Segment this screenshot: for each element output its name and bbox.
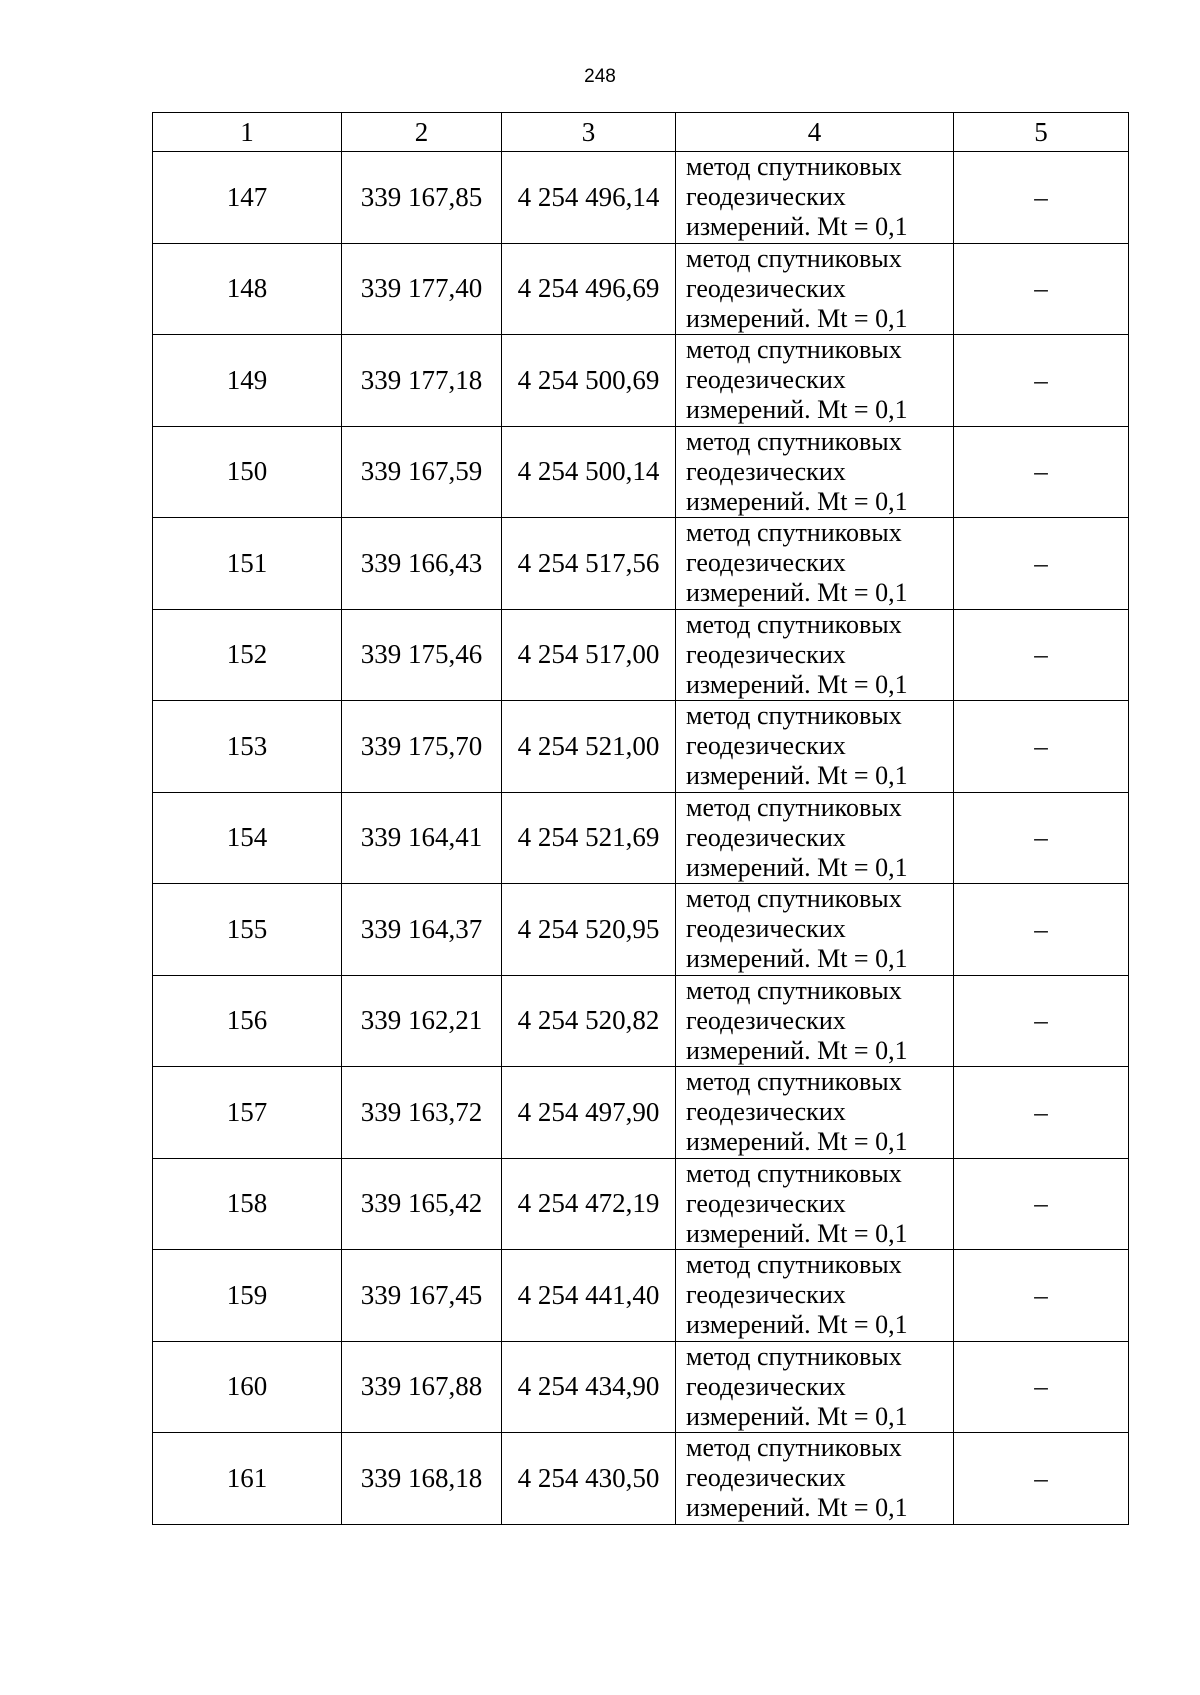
method-line: измерений. Mt = 0,1 <box>686 486 908 516</box>
column-header: 2 <box>342 113 502 152</box>
method-line: измерений. Mt = 0,1 <box>686 395 908 425</box>
point-number-cell: 150 <box>153 426 342 518</box>
y-coordinate-cell: 4 254 430,50 <box>502 1433 676 1525</box>
point-number-cell: 153 <box>153 701 342 793</box>
x-coordinate-cell: 339 167,59 <box>342 426 502 518</box>
method-cell <box>676 609 954 701</box>
method-line: геодезических <box>686 1005 846 1035</box>
table-row <box>153 701 1129 793</box>
x-coordinate-cell: 339 167,45 <box>342 1250 502 1342</box>
point-number-cell: 148 <box>153 243 342 335</box>
method-line: измерений. Mt = 0,1 <box>686 1127 908 1157</box>
y-coordinate-cell: 4 254 520,82 <box>502 975 676 1067</box>
method-line: метод спутниковых <box>686 609 902 639</box>
method-line: геодезических <box>686 1188 846 1218</box>
x-coordinate-cell: 339 164,37 <box>342 884 502 976</box>
point-number-cell: 157 <box>153 1067 342 1159</box>
y-coordinate-cell: 4 254 517,56 <box>502 518 676 610</box>
method-cell <box>676 701 954 793</box>
method-line: измерений. Mt = 0,1 <box>686 1493 908 1523</box>
table-row <box>153 1341 1129 1433</box>
method-cell <box>676 1158 954 1250</box>
method-line: измерений. Mt = 0,1 <box>686 761 908 791</box>
point-number-cell: 151 <box>153 518 342 610</box>
method-line: метод спутниковых <box>686 518 902 548</box>
note-cell: – <box>954 1067 1129 1159</box>
note-cell: – <box>954 518 1129 610</box>
x-coordinate-cell: 339 167,85 <box>342 152 502 244</box>
method-line: геодезических <box>686 456 846 486</box>
method-line: измерений. Mt = 0,1 <box>686 1310 908 1340</box>
method-cell <box>676 243 954 335</box>
method-line: геодезических <box>686 914 846 944</box>
method-line: геодезических <box>686 365 846 395</box>
note-cell: – <box>954 609 1129 701</box>
method-line: геодезических <box>686 822 846 852</box>
y-coordinate-cell: 4 254 472,19 <box>502 1158 676 1250</box>
note-cell: – <box>954 426 1129 518</box>
column-header: 4 <box>676 113 954 152</box>
point-number-cell: 158 <box>153 1158 342 1250</box>
note-cell: – <box>954 792 1129 884</box>
x-coordinate-cell: 339 167,88 <box>342 1341 502 1433</box>
note-cell: – <box>954 335 1129 427</box>
method-cell <box>676 426 954 518</box>
note-cell: – <box>954 884 1129 976</box>
table-header-row <box>153 113 1129 152</box>
method-line: измерений. Mt = 0,1 <box>686 1401 908 1431</box>
method-cell <box>676 1250 954 1342</box>
method-cell <box>676 884 954 976</box>
y-coordinate-cell: 4 254 517,00 <box>502 609 676 701</box>
table-row <box>153 884 1129 976</box>
x-coordinate-cell: 339 166,43 <box>342 518 502 610</box>
note-cell: – <box>954 1250 1129 1342</box>
x-coordinate-cell: 339 164,41 <box>342 792 502 884</box>
method-line: метод спутниковых <box>686 975 902 1005</box>
point-number-cell: 161 <box>153 1433 342 1525</box>
method-line: геодезических <box>686 1463 846 1493</box>
method-cell <box>676 152 954 244</box>
x-coordinate-cell: 339 168,18 <box>342 1433 502 1525</box>
y-coordinate-cell: 4 254 496,69 <box>502 243 676 335</box>
method-cell <box>676 518 954 610</box>
point-number-cell: 155 <box>153 884 342 976</box>
method-line: метод спутниковых <box>686 792 902 822</box>
point-number-cell: 160 <box>153 1341 342 1433</box>
method-line: геодезических <box>686 639 846 669</box>
table-body <box>153 152 1129 1525</box>
y-coordinate-cell: 4 254 521,00 <box>502 701 676 793</box>
point-number-cell: 147 <box>153 152 342 244</box>
method-cell <box>676 975 954 1067</box>
method-line: измерений. Mt = 0,1 <box>686 1218 908 1248</box>
method-line: геодезических <box>686 182 846 212</box>
method-line: измерений. Mt = 0,1 <box>686 944 908 974</box>
note-cell: – <box>954 243 1129 335</box>
table-row <box>153 243 1129 335</box>
y-coordinate-cell: 4 254 497,90 <box>502 1067 676 1159</box>
method-line: измерений. Mt = 0,1 <box>686 303 908 333</box>
method-line: геодезических <box>686 548 846 578</box>
method-line: геодезических <box>686 1280 846 1310</box>
note-cell: – <box>954 975 1129 1067</box>
method-cell <box>676 792 954 884</box>
method-line: измерений. Mt = 0,1 <box>686 669 908 699</box>
method-line: метод спутниковых <box>686 243 902 273</box>
point-number-cell: 156 <box>153 975 342 1067</box>
note-cell: – <box>954 152 1129 244</box>
method-line: метод спутниковых <box>686 1433 902 1463</box>
method-line: геодезических <box>686 731 846 761</box>
x-coordinate-cell: 339 177,40 <box>342 243 502 335</box>
table-row <box>153 609 1129 701</box>
table-row <box>153 1250 1129 1342</box>
x-coordinate-cell: 339 175,70 <box>342 701 502 793</box>
table-row <box>153 152 1129 244</box>
method-line: метод спутниковых <box>686 335 902 365</box>
method-line: геодезических <box>686 1371 846 1401</box>
column-header: 5 <box>954 113 1129 152</box>
point-number-cell: 152 <box>153 609 342 701</box>
y-coordinate-cell: 4 254 496,14 <box>502 152 676 244</box>
method-line: метод спутниковых <box>686 884 902 914</box>
method-line: измерений. Mt = 0,1 <box>686 578 908 608</box>
method-cell <box>676 335 954 427</box>
column-header: 3 <box>502 113 676 152</box>
note-cell: – <box>954 1158 1129 1250</box>
y-coordinate-cell: 4 254 520,95 <box>502 884 676 976</box>
y-coordinate-cell: 4 254 500,14 <box>502 426 676 518</box>
table-row <box>153 975 1129 1067</box>
point-number-cell: 154 <box>153 792 342 884</box>
method-line: измерений. Mt = 0,1 <box>686 852 908 882</box>
y-coordinate-cell: 4 254 500,69 <box>502 335 676 427</box>
table-row <box>153 426 1129 518</box>
method-line: метод спутниковых <box>686 152 902 182</box>
method-line: измерений. Mt = 0,1 <box>686 1035 908 1065</box>
table-row <box>153 792 1129 884</box>
method-line: геодезических <box>686 1097 846 1127</box>
y-coordinate-cell: 4 254 434,90 <box>502 1341 676 1433</box>
column-header: 1 <box>153 113 342 152</box>
point-number-cell: 149 <box>153 335 342 427</box>
method-line: метод спутниковых <box>686 1250 902 1280</box>
method-line: метод спутниковых <box>686 1158 902 1188</box>
method-cell <box>676 1433 954 1525</box>
method-line: геодезических <box>686 273 846 303</box>
y-coordinate-cell: 4 254 521,69 <box>502 792 676 884</box>
x-coordinate-cell: 339 177,18 <box>342 335 502 427</box>
note-cell: – <box>954 701 1129 793</box>
x-coordinate-cell: 339 175,46 <box>342 609 502 701</box>
table-row <box>153 518 1129 610</box>
method-line: метод спутниковых <box>686 701 902 731</box>
coordinates-table <box>152 112 1129 1525</box>
note-cell: – <box>954 1341 1129 1433</box>
method-line: метод спутниковых <box>686 426 902 456</box>
x-coordinate-cell: 339 163,72 <box>342 1067 502 1159</box>
x-coordinate-cell: 339 162,21 <box>342 975 502 1067</box>
y-coordinate-cell: 4 254 441,40 <box>502 1250 676 1342</box>
method-cell <box>676 1341 954 1433</box>
note-cell: – <box>954 1433 1129 1525</box>
method-cell <box>676 1067 954 1159</box>
method-line: метод спутниковых <box>686 1341 902 1371</box>
table-row <box>153 1433 1129 1525</box>
method-line: метод спутниковых <box>686 1067 902 1097</box>
table-row <box>153 1158 1129 1250</box>
table-row <box>153 335 1129 427</box>
page-number: 248 <box>584 66 616 87</box>
point-number-cell: 159 <box>153 1250 342 1342</box>
method-line: измерений. Mt = 0,1 <box>686 212 908 242</box>
table-row <box>153 1067 1129 1159</box>
x-coordinate-cell: 339 165,42 <box>342 1158 502 1250</box>
